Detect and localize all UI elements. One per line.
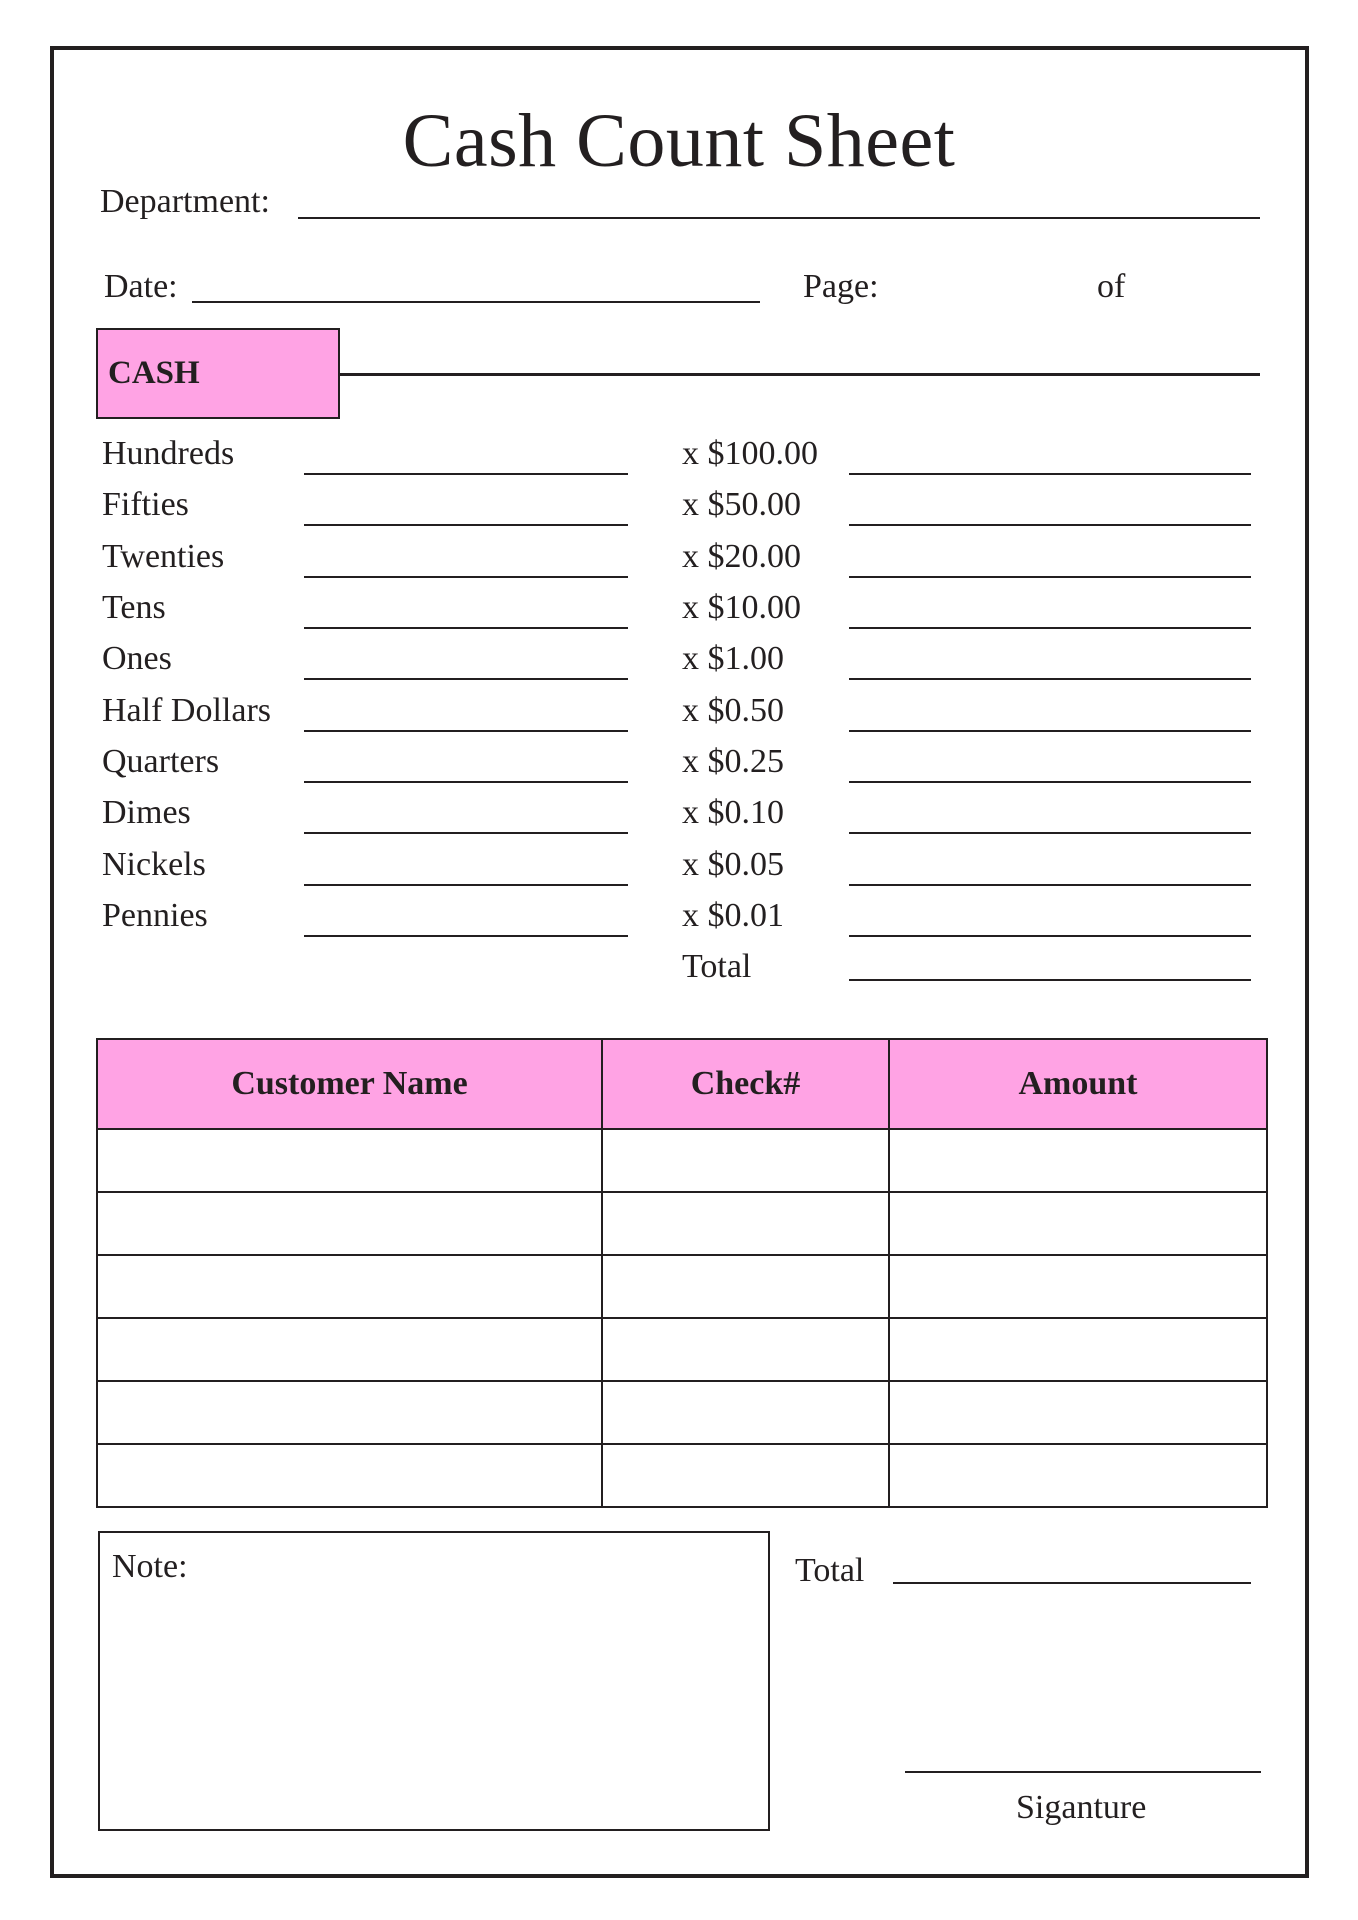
amount-field[interactable] [849,473,1251,475]
denomination-multiplier: x $10.00 [682,588,801,626]
amount-field[interactable] [849,524,1251,526]
date-field[interactable] [192,301,760,303]
column-header-amount: Amount [889,1039,1267,1129]
amount-field[interactable] [849,832,1251,834]
cash-row [0,845,1358,896]
check-number-cell[interactable] [602,1129,889,1192]
denomination-label: Half Dollars [102,691,272,729]
denomination-multiplier: x $0.25 [682,742,784,780]
amount-cell[interactable] [889,1255,1267,1318]
quantity-field[interactable] [304,473,628,475]
denomination-multiplier: x $0.05 [682,845,784,883]
table-row [97,1129,1267,1192]
customer-name-cell[interactable] [97,1318,602,1381]
cash-total-field[interactable] [849,979,1251,981]
amount-field[interactable] [849,884,1251,886]
denomination-label: Twenties [102,537,225,575]
cash-row [0,537,1358,588]
quantity-field[interactable] [304,832,628,834]
cash-row [0,434,1358,485]
cash-row [0,639,1358,690]
grand-total-label: Total [795,1552,865,1589]
cash-row [0,588,1358,639]
quantity-field[interactable] [304,884,628,886]
amount-cell[interactable] [889,1318,1267,1381]
column-header-customer-name: Customer Name [97,1039,602,1129]
quantity-field[interactable] [304,678,628,680]
denomination-label: Nickels [102,845,206,883]
cash-row [0,896,1358,947]
denomination-multiplier: x $1.00 [682,640,784,678]
quantity-field[interactable] [304,935,628,937]
denomination-multiplier: x $20.00 [682,537,801,575]
denomination-label: Dimes [102,794,191,832]
date-label: Date: [104,268,178,305]
checks-table [96,1038,1268,1508]
denomination-label: Quarters [102,742,220,780]
note-label: Note: [112,1548,188,1585]
table-row [97,1255,1267,1318]
column-header-check-number: Check# [602,1039,889,1129]
customer-name-cell[interactable] [97,1381,602,1444]
quantity-field[interactable] [304,576,628,578]
signature-label: Siganture [1016,1789,1147,1826]
cash-row [0,742,1358,793]
quantity-field[interactable] [304,524,628,526]
amount-cell[interactable] [889,1192,1267,1255]
customer-name-cell[interactable] [97,1255,602,1318]
check-number-cell[interactable] [602,1444,889,1507]
denomination-multiplier: x $0.01 [682,896,784,934]
denomination-label: Ones [102,640,172,678]
cash-row [0,793,1358,844]
amount-field[interactable] [849,678,1251,680]
department-label: Department: [100,183,270,220]
amount-cell[interactable] [889,1381,1267,1444]
cash-row [0,485,1358,536]
cash-total-row [0,947,1358,998]
page-label: Page: [803,268,879,305]
table-row [97,1318,1267,1381]
amount-field[interactable] [849,576,1251,578]
page-title: Cash Count Sheet [402,99,956,183]
department-field[interactable] [298,217,1260,219]
table-row [97,1192,1267,1255]
cash-row [0,691,1358,742]
quantity-field[interactable] [304,627,628,629]
cash-section-header [96,328,340,419]
denomination-multiplier: x $0.50 [682,691,784,729]
page-of-label: of [1097,268,1126,305]
quantity-field[interactable] [304,730,628,732]
customer-name-cell[interactable] [97,1444,602,1507]
note-box[interactable] [98,1531,770,1831]
cash-section-rule [340,373,1260,376]
quantity-field[interactable] [304,781,628,783]
table-row [97,1444,1267,1507]
denomination-multiplier: x $0.10 [682,794,784,832]
cash-section-label: CASH [108,355,200,391]
denomination-label: Hundreds [102,435,235,472]
denomination-label: Fifties [102,486,189,524]
check-number-cell[interactable] [602,1192,889,1255]
checks-header-row [97,1039,1267,1129]
grand-total-field[interactable] [893,1582,1251,1584]
signature-line[interactable] [905,1771,1261,1773]
denomination-label: Tens [102,588,166,626]
table-row [97,1381,1267,1444]
denomination-multiplier: x $50.00 [682,486,801,524]
check-number-cell[interactable] [602,1318,889,1381]
customer-name-cell[interactable] [97,1129,602,1192]
amount-field[interactable] [849,781,1251,783]
cash-total-label: Total [682,948,752,985]
check-number-cell[interactable] [602,1381,889,1444]
denomination-multiplier: x $100.00 [682,435,818,472]
amount-field[interactable] [849,730,1251,732]
denomination-label: Pennies [102,896,208,934]
amount-cell[interactable] [889,1129,1267,1192]
customer-name-cell[interactable] [97,1192,602,1255]
amount-field[interactable] [849,935,1251,937]
check-number-cell[interactable] [602,1255,889,1318]
amount-cell[interactable] [889,1444,1267,1507]
amount-field[interactable] [849,627,1251,629]
